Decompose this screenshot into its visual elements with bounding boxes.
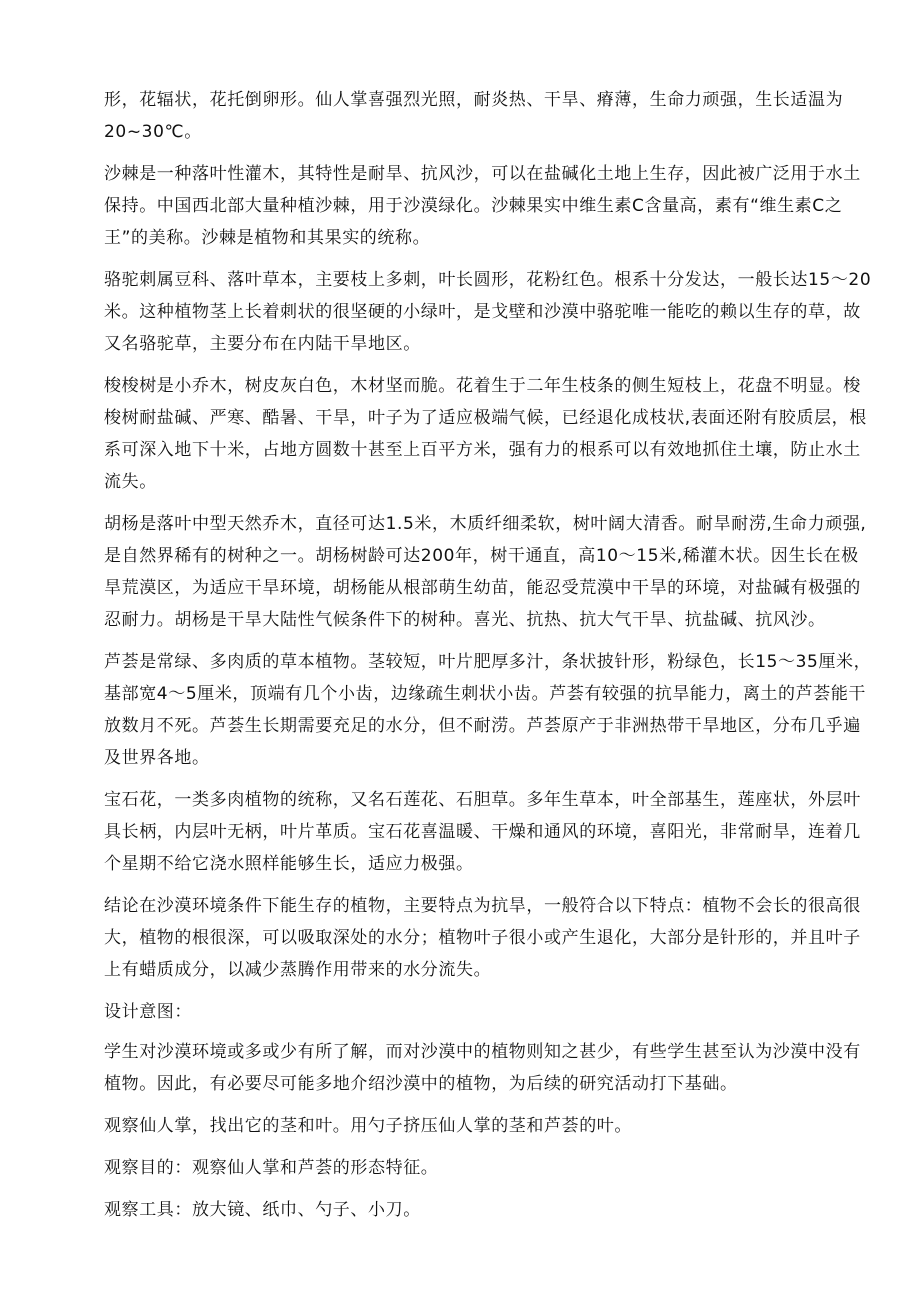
text-line: 形，花辐状，花托倒卵形。仙人掌喜强烈光照，耐炎热、干旱、瘠薄，生命力顽强，生长适温为 — [104, 90, 844, 110]
paragraph-conclusion — [104, 890, 861, 986]
paragraph-aloe — [104, 646, 872, 774]
text-line: 流失。 — [104, 472, 157, 492]
text-line: 学生对沙漠环境或多或少有所了解，而对沙漠中的植物则知之甚少，有些学生甚至认为沙漠中没有 — [104, 1042, 861, 1062]
text-line: 是自然界稀有的树种之一。胡杨树龄可达200年，树干通直，高10～15米,稀灌木状。因生长在极 — [104, 546, 859, 566]
text-line: 旱荒漠区，为适应干旱环境，胡杨能从根部萌生幼苗，能忍受荒漠中干旱的环境，对盐碱有极强的 — [104, 578, 861, 598]
paragraph-design-intent — [104, 1036, 861, 1100]
text-line: 胡杨是落叶中型天然乔木，直径可达1.5米，木质纤细柔软，树叶阔大清香。耐旱耐涝,生命力顽强, — [104, 514, 867, 534]
text-line: 结论在沙漠环境条件下能生存的植物，主要特点为抗旱，一般符合以下特点：植物不会长的很高很 — [104, 896, 861, 916]
paragraph-observe-goal — [104, 1152, 850, 1184]
text-line: 骆驼刺属豆科、落叶草本，主要枝上多刺，叶长圆形，花粉红色。根系十分发达，一般长达15～20 — [104, 270, 872, 290]
text-line: 梭树耐盐碱、严寒、酷暑、干旱，叶子为了适应极端气候，已经退化成枝状,表面还附有胶质层，根 — [104, 408, 867, 428]
text-line: 大，植物的根很深，可以吸取深处的水分；植物叶子很小或产生退化，大部分是针形的，并且叶子 — [104, 928, 861, 948]
text-line: 又名骆驼草，主要分布在内陆干旱地区。 — [104, 334, 421, 354]
text-line: 芦荟是常绿、多肉质的草本植物。茎较短，叶片肥厚多汁，条状披针形，粉绿色，长15～35厘米， — [104, 652, 872, 672]
text-line: 观察工具：放大镜、纸巾、勺子、小刀。 — [104, 1200, 421, 1220]
text-line: 米。这种植物茎上长着刺状的很坚硬的小绿叶，是戈壁和沙漠中骆驼唯一能吃的赖以生存的草，故 — [104, 302, 861, 322]
text-line: 宝石花，一类多肉植物的统称，又名石莲花、石胆草。多年生草本，叶全部基生，莲座状，外层叶 — [104, 790, 861, 810]
text-line: 系可深入地下十米，占地方圆数十甚至上百平方米，强有力的根系可以有效地抓住土壤，防止水土 — [104, 440, 861, 460]
text-line: 梭梭树是小乔木，树皮灰白色，木材坚而脆。花着生于二年生枝条的侧生短枝上，花盘不明显。梭 — [104, 376, 861, 396]
paragraph-seabuckthorn — [104, 158, 861, 254]
paragraph-observe — [104, 1110, 850, 1142]
text-line: 及世界各地。 — [104, 748, 210, 768]
design-intent-heading — [104, 996, 850, 1028]
text-line: 放数月不死。芦荟生长期需要充足的水分，但不耐涝。芦荟原产于非洲热带干旱地区，分布几乎遍 — [104, 716, 861, 736]
text-line: 个星期不给它浇水照样能够生长，适应力极强。 — [104, 854, 474, 874]
paragraph-observe-tools — [104, 1194, 850, 1226]
paragraph-saxaul — [104, 370, 867, 498]
text-line: 沙棘是一种落叶性灌木，其特性是耐旱、抗风沙，可以在盐碱化土地上生存，因此被广泛用于水土 — [104, 164, 861, 184]
paragraph-camelthorn — [104, 264, 872, 360]
text-line: 具长柄，内层叶无柄，叶片革质。宝石花喜温暖、干燥和通风的环境，喜阳光，非常耐旱，连着几 — [104, 822, 861, 842]
text-line: 设计意图： — [104, 1002, 192, 1022]
text-line: 上有蜡质成分，以减少蒸腾作用带来的水分流失。 — [104, 960, 492, 980]
paragraph-cactus — [104, 84, 850, 148]
text-line: 植物。因此，有必要尽可能多地介绍沙漠中的植物，为后续的研究活动打下基础。 — [104, 1074, 738, 1094]
text-line: 基部宽4～5厘米，顶端有几个小齿，边缘疏生刺状小齿。芦荟有较强的抗旱能力，离土的芦荟能干 — [104, 684, 867, 704]
paragraph-echeveria — [104, 784, 861, 880]
text-line: 20~30℃。 — [104, 122, 202, 142]
text-line: 忍耐力。胡杨是干旱大陆性气候条件下的树种。喜光、抗热、抗大气干旱、抗盐碱、抗风沙。 — [104, 610, 826, 630]
paragraph-poplar — [104, 508, 867, 636]
text-line: 观察仙人掌，找出它的茎和叶。用勺子挤压仙人掌的茎和芦荟的叶。 — [104, 1116, 632, 1136]
text-line: 保持。中国西北部大量种植沙棘，用于沙漠绿化。沙棘果实中维生素C含量高，素有“维生素C之 — [104, 196, 843, 216]
text-line: 观察目的：观察仙人掌和芦荟的形态特征。 — [104, 1158, 439, 1178]
text-line: 王”的美称。沙棘是植物和其果实的统称。 — [104, 228, 431, 248]
